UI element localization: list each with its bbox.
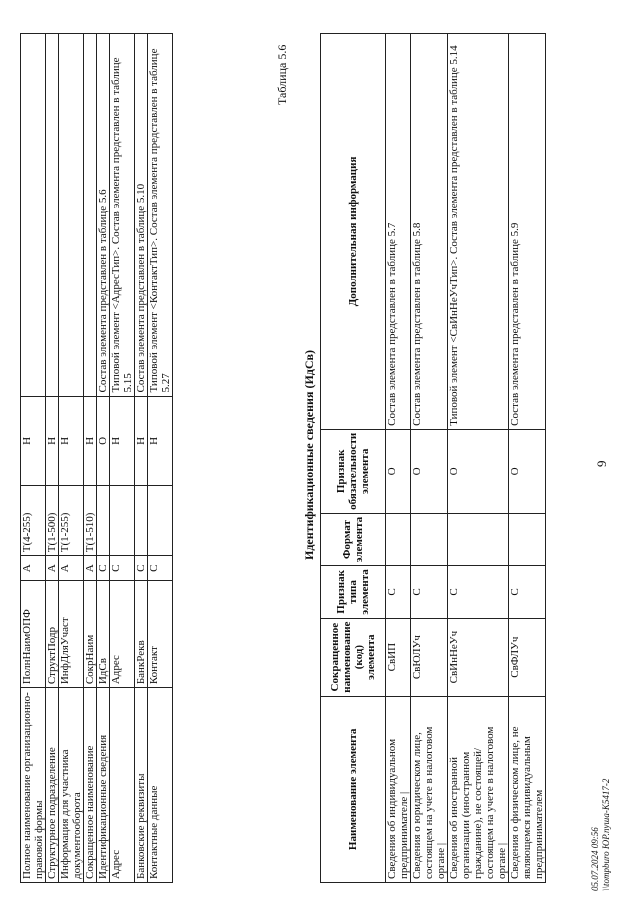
column-header: Признак типа элемента	[321, 566, 386, 618]
cell: СвФЛУч	[509, 618, 546, 696]
cell: T(4-255)	[21, 486, 46, 556]
table-row	[411, 34, 448, 883]
cell: СвЮЛУч	[411, 618, 448, 696]
cell: БанкРекв	[135, 581, 148, 688]
column-header: Дополнительная информация	[321, 34, 386, 430]
cell: О	[509, 429, 546, 513]
cell	[135, 486, 148, 556]
cell	[21, 34, 46, 397]
footer-path: \\tompburo ЮР.пуша-К5417-2	[601, 778, 611, 891]
column-header: Признак обязательности элемента	[321, 429, 386, 513]
cell: СвИП	[386, 618, 411, 696]
cell: Н	[110, 396, 135, 486]
cell: T(1-510)	[84, 486, 97, 556]
cell: Состав элемента представлен в таблице 5.10	[135, 34, 148, 397]
cell: С	[148, 556, 173, 581]
cell: С	[448, 566, 509, 618]
cell: Н	[46, 396, 59, 486]
cell: СвИнНеУч	[448, 618, 509, 696]
cell: С	[135, 556, 148, 581]
cell: СтруктПодр	[46, 581, 59, 688]
cell: Н	[84, 396, 97, 486]
table-title: Идентификационные сведения (ИдСв)	[302, 350, 316, 560]
cell: С	[509, 566, 546, 618]
cell	[97, 486, 110, 556]
cell: Контакт	[148, 581, 173, 688]
column-header: Наименование элемента	[321, 696, 386, 882]
footer-date: 05.07.2024 09:56	[590, 827, 600, 891]
table-label: Таблица 5.6	[275, 44, 289, 105]
cell	[448, 513, 509, 565]
table-row	[84, 34, 97, 883]
table-row	[386, 34, 411, 883]
cell: Полное наименование организационно-правовой формы	[21, 688, 46, 883]
table-row	[59, 34, 84, 883]
cell: Сведения о юридическом лице, состоящем на учете в налоговом органе |	[411, 696, 448, 882]
cell: С	[110, 556, 135, 581]
table-row	[110, 34, 135, 883]
table-row	[21, 34, 46, 883]
cell	[84, 34, 97, 397]
column-header: Сокращенное наименование (код) элемента	[321, 618, 386, 696]
cell: Адрес	[110, 688, 135, 883]
cell: А	[21, 556, 46, 581]
cell: ИнфДляУчаст	[59, 581, 84, 688]
cell: Банковские реквизиты	[135, 688, 148, 883]
table-header-row	[321, 34, 386, 883]
cell	[386, 513, 411, 565]
cell: Типовой элемент <СвИнНеУчТип>. Состав элемента представлен в таблице 5.14	[448, 34, 509, 430]
cell: О	[448, 429, 509, 513]
cell: Сокращенное наименование	[84, 688, 97, 883]
table-row	[46, 34, 59, 883]
cell: СокрНаим	[84, 581, 97, 688]
cell: Структурное подразделение	[46, 688, 59, 883]
table-row	[148, 34, 173, 883]
cell: Состав элемента представлен в таблице 5.6	[97, 34, 110, 397]
cell: О	[97, 396, 110, 486]
table-row	[509, 34, 546, 883]
footer-stamp	[590, 779, 612, 891]
page-number: 9	[594, 460, 609, 467]
cell: Н	[59, 396, 84, 486]
cell: А	[59, 556, 84, 581]
cell: Сведения о физическом лице, не являющемся индивидуальным предпринимателем	[509, 696, 546, 882]
cell	[110, 486, 135, 556]
cell: Сведения об индивидуальном предпринимателе |	[386, 696, 411, 882]
cell: Н	[148, 396, 173, 486]
cell: А	[84, 556, 97, 581]
table-row	[448, 34, 509, 883]
cell: А	[46, 556, 59, 581]
cell: Информация для участника документооборота	[59, 688, 84, 883]
cell: ПолнНаимОПФ	[21, 581, 46, 688]
cell	[59, 34, 84, 397]
cell: С	[97, 556, 110, 581]
table-row	[135, 34, 148, 883]
cell: С	[386, 566, 411, 618]
cell: О	[386, 429, 411, 513]
cell: ИдСв	[97, 581, 110, 688]
main-table	[320, 33, 546, 883]
cell	[46, 34, 59, 397]
cell: Состав элемента представлен в таблице 5.8	[411, 34, 448, 430]
cell: T(1-500)	[46, 486, 59, 556]
cell: О	[411, 429, 448, 513]
cell: Типовой элемент <КонтактТип>. Состав элемента представлен в таблице 5.27	[148, 34, 173, 397]
table-row	[97, 34, 110, 883]
cell: Состав элемента представлен в таблице 5.9	[509, 34, 546, 430]
cell: Сведения об иностранной организации (иностранном гражданине), не состоящей/состоящем на учете в налоговом органе |	[448, 696, 509, 882]
continued-table	[20, 33, 173, 883]
cell: С	[411, 566, 448, 618]
cell: Адрес	[110, 581, 135, 688]
column-header: Формат элемента	[321, 513, 386, 565]
cell	[509, 513, 546, 565]
cell: Н	[135, 396, 148, 486]
cell	[411, 513, 448, 565]
cell: Идентификационные сведения	[97, 688, 110, 883]
cell: Состав элемента представлен в таблице 5.7	[386, 34, 411, 430]
cell: T(1-255)	[59, 486, 84, 556]
cell: Контактные данные	[148, 688, 173, 883]
cell	[148, 486, 173, 556]
cell: Типовой элемент <АдресТип>. Состав элемента представлен в таблице 5.15	[110, 34, 135, 397]
cell: Н	[21, 396, 46, 486]
